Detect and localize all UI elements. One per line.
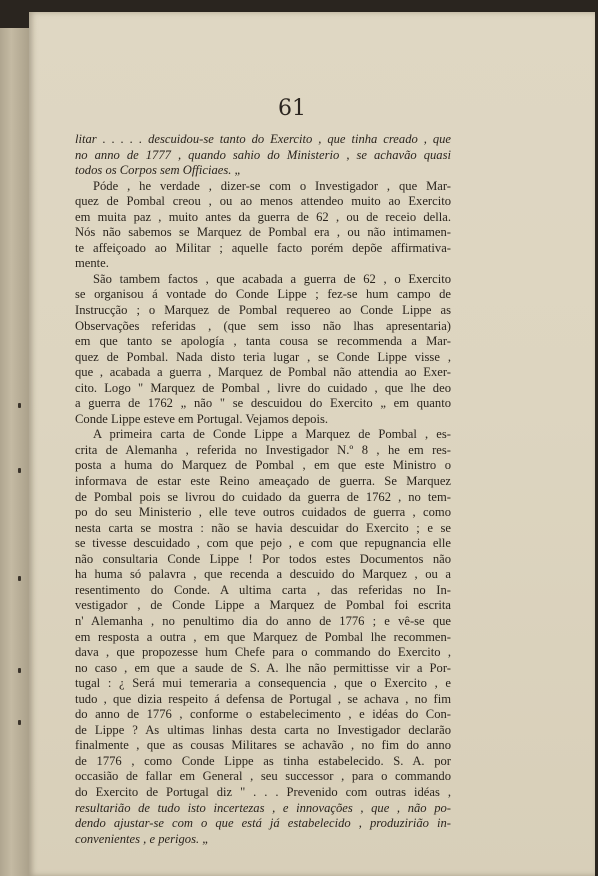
text-line: po do seu Ministerio , elle teve outros cuidados de guerra , como: [75, 505, 451, 520]
text-line: Conde Lippe esteve em Portugal. Vejamos depois.: [75, 411, 328, 426]
text-line: resultarião de tudo isto incertezas , e innovações , que , não po-: [75, 800, 451, 815]
text-line: dendo ajustar-se com o que está já estabelecido , produzirião in-: [75, 816, 451, 831]
bleed-mark: [18, 576, 21, 581]
text-line: vestigador , de Conde Lippe a Marquez de Pombal foi escrita: [75, 598, 451, 613]
text-line: no anno de 1777 , quando sahio do Ministerio , se achavão quasi: [75, 147, 451, 162]
text-line: todos os Corpos sem Officiaes. „: [75, 163, 242, 178]
text-line: finalmente , que as cousas Militares se achavão , no fim do anno: [75, 738, 451, 753]
body-text: [75, 132, 451, 847]
text-line: tugal : ¿ Será mui temeraria a consequencia , que o Exercito , e: [75, 676, 451, 691]
bleed-mark: [18, 668, 21, 673]
text-line: mente.: [75, 256, 109, 271]
text-line: cito. Logo " Marquez de Pombal , livre do cuidado , que lhe deo: [75, 380, 451, 395]
text-line: Instrucção ; o Marquez de Pombal requereo ao Conde Lippe as: [75, 303, 451, 318]
text-line: n' Alemanha , no penultimo dia do anno de 1776 ; e vê-se que: [75, 613, 451, 628]
text-line: resentimento do Conde. A ultima carta , das referidas no In-: [75, 582, 451, 597]
text-line: no caso , em que a saude de S. A. lhe não permittisse vir a Por-: [75, 660, 451, 675]
text-line: em muita paz , muito antes da guerra de 62 , ou de receio della.: [75, 209, 451, 224]
text-line: de 1776 , como Conde Lippe as tinha estabelecido. S. A. por: [75, 753, 451, 768]
text-line: em resposta a outra , em que Marquez de Pombal lhe recommen-: [75, 629, 451, 644]
text-line: de Pombal pois se livrou do cuidado da guerra de 1762 , no tem-: [75, 489, 451, 504]
bleed-mark: [18, 403, 21, 408]
text-line: convenientes , e perigos. „: [75, 831, 210, 846]
text-line: ha huma só palavra , que recenda a descuido do Marquez , ou a: [75, 567, 451, 582]
text-line: quez de Pombal. Nada disto teria lugar , se Conde Lippe visse ,: [75, 349, 451, 364]
text-line: Nós não sabemos se Marquez de Pombal era , ou não intimamen-: [75, 225, 451, 240]
text-line: de Lippe ? As ultimas linhas desta carta no Investigador declarão: [75, 722, 451, 737]
bleed-mark: [18, 720, 21, 725]
book-page: [29, 12, 595, 876]
text-line: quez de Pombal creou , ou ao menos attendeo muito ao Exercito: [75, 194, 451, 209]
text-line: Observações referidas , (que sem isso não lhas apresentaria): [75, 318, 451, 333]
text-line: posta a huma do Marquez de Pombal , em que este Ministro o: [75, 458, 451, 473]
text-line: occasião de fallar em General , seu successor , para o commando: [75, 769, 451, 784]
text-line: a guerra de 1762 „ não " se descuidou do Exercito „ em quanto: [75, 396, 451, 411]
text-line: dava , que propozesse hum Chefe para o commando do Exercito ,: [75, 645, 451, 660]
text-line: se organisou á vontade do Conde Lippe ; fez-se hum campo de: [75, 287, 451, 302]
text-line: não consultaria Conde Lippe ! Por todos estes Documentos não: [75, 551, 451, 566]
page-number: 61: [278, 96, 306, 121]
text-line: litar . . . . . descuidou-se tanto do Exercito , que tinha creado , que: [75, 132, 451, 146]
text-line: em que tanto se apología , tanta cousa se recommenda a Mar-: [75, 334, 451, 349]
text-line: te affeiçoado ao Militar ; aquelle facto porém depõe affirmativa-: [75, 240, 451, 255]
text-line: crita de Alemanha , referida no Investigador N.º 8 , he em res-: [75, 442, 451, 457]
text-line: se tivesse descuidado , com que pejo , e com que repugnancia elle: [75, 536, 451, 551]
text-line: Póde , he verdade , dizer-se com o Investigador , que Mar-: [93, 178, 451, 193]
bleed-mark: [18, 468, 21, 473]
text-line: A primeira carta de Conde Lippe a Marquez de Pombal , es-: [93, 427, 451, 442]
text-line: tudo , que dizia respeito á defensa de Portugal , se achava , no fim: [75, 691, 451, 706]
text-line: do Exercito de Portugal diz " . . . Prevenido com outras idéas ,: [75, 784, 451, 799]
text-line: do anno de 1776 , conforme o estabelecimento , e idéas do Con-: [75, 707, 451, 722]
text-line: nesta carta se mostra : não se havia descuidar do Exercito ; e se: [75, 520, 451, 535]
text-line: São tambem factos , que acabada a guerra de 62 , o Exercito: [93, 271, 451, 286]
text-line: informava de estar este Reino ameaçado de guerra. Se Marquez: [75, 474, 451, 489]
text-line: que , acabada a guerra , Marquez de Pombal não attendia ao Exer-: [75, 365, 451, 380]
